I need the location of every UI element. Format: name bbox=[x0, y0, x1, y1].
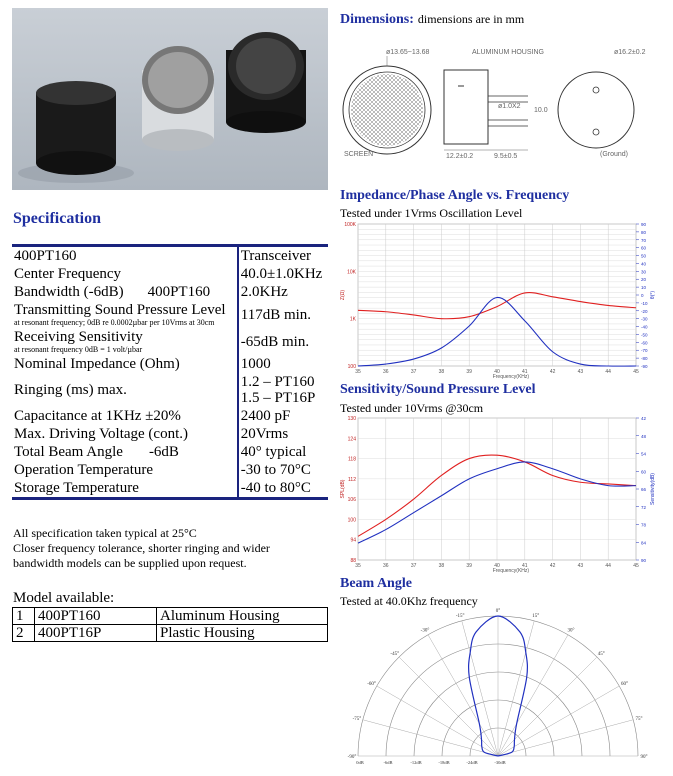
spec-note: at resonant frequency 0dB = 1 volt/µbar bbox=[14, 345, 143, 354]
spec-value: 2.0KHz bbox=[238, 283, 328, 301]
models-table bbox=[12, 607, 328, 642]
dim-outer-dia: ø16.2±0.2 bbox=[614, 49, 646, 56]
spec-row bbox=[12, 283, 328, 301]
y2-tick-label: -90 bbox=[641, 364, 648, 369]
spec-row bbox=[12, 425, 328, 443]
spec-label: Capacitance at 1KHz ±20% bbox=[14, 408, 181, 424]
spec-label: Center Frequency bbox=[14, 266, 122, 282]
spec-note-line: All specification taken typical at 25°C bbox=[13, 526, 197, 540]
y2-tick-label: -70 bbox=[641, 348, 648, 354]
dim-housing: ALUMINUM HOUSING bbox=[472, 49, 544, 56]
polar-spoke bbox=[377, 686, 498, 756]
x-tick-label: 36 bbox=[383, 369, 389, 375]
angle-label: 15° bbox=[532, 613, 540, 619]
x-tick-label: 35 bbox=[355, 563, 361, 569]
spec-value: Transceiver bbox=[238, 246, 328, 266]
spec-note-line: Closer frequency tolerance, shorter ringing and wider bbox=[13, 541, 270, 555]
x-tick-label: 38 bbox=[438, 369, 445, 375]
polar-spoke bbox=[498, 621, 534, 756]
spec-row bbox=[12, 461, 328, 479]
y2-axis-label: Sensitivity(dB) bbox=[650, 473, 656, 505]
x-tick-label: 39 bbox=[466, 369, 472, 375]
y-tick-label: 118 bbox=[348, 456, 356, 463]
y2-tick-label: -30 bbox=[641, 316, 648, 322]
spec-label: Bandwidth (-6dB) bbox=[14, 284, 124, 300]
y2-tick-label: 84 bbox=[641, 540, 647, 546]
y-tick-label: 112 bbox=[348, 476, 356, 483]
spec-label-cell bbox=[12, 443, 238, 461]
spec-value: 20Vrms bbox=[238, 425, 328, 443]
polar-spoke bbox=[498, 657, 597, 756]
y-tick-label: 100 bbox=[347, 364, 356, 370]
y2-tick-label: 20 bbox=[641, 277, 647, 283]
spec-label-cell bbox=[12, 328, 238, 355]
polar-spoke bbox=[363, 720, 498, 756]
dim-screen-dia: ø13.65~13.68 bbox=[386, 49, 430, 56]
chart2-subtitle: Tested under 10Vrms @30cm bbox=[340, 401, 484, 415]
y2-tick-label: 78 bbox=[641, 522, 647, 528]
spec-value-cell bbox=[238, 373, 328, 407]
x-tick-label: 43 bbox=[577, 369, 584, 375]
polar-spoke bbox=[399, 657, 498, 756]
spec-value: 40.0±1.0KHz bbox=[238, 265, 328, 283]
sensitivity-chart bbox=[338, 414, 658, 576]
spec-label: Max. Driving Voltage (cont.) bbox=[14, 426, 189, 442]
y2-tick-label: -60 bbox=[641, 340, 648, 346]
y2-tick-label: -20 bbox=[641, 308, 648, 314]
y-tick-label: 100K bbox=[344, 222, 356, 228]
spec-note: at resonant frequency; 0dB re 0.0002µbar per 10Vrms at 30cm bbox=[14, 318, 215, 327]
spec-row bbox=[12, 355, 328, 373]
x-axis-label: Frequency(KHz) bbox=[492, 374, 530, 380]
y2-tick-label: 72 bbox=[641, 504, 647, 510]
y-tick-label: 88 bbox=[350, 558, 356, 564]
spec-label: Storage Temperature bbox=[14, 480, 139, 496]
spec-label-model: 400PT160 bbox=[147, 284, 211, 300]
radial-label: -12dB bbox=[410, 760, 422, 765]
y2-tick-label: 50 bbox=[641, 253, 647, 259]
y2-tick-label: -50 bbox=[641, 332, 648, 338]
x-tick-label: 37 bbox=[410, 369, 417, 375]
spec-label: Ringing (ms) max. bbox=[14, 382, 127, 398]
spec-value: 117dB min. bbox=[238, 301, 328, 328]
radial-label: -24dB bbox=[466, 760, 478, 765]
spec-label-cell bbox=[12, 283, 238, 301]
spec-value: -65dB min. bbox=[238, 328, 328, 355]
dim-height: 10.0 bbox=[534, 107, 548, 114]
spec-row bbox=[12, 328, 328, 355]
angle-label: 45° bbox=[597, 651, 605, 657]
polar-spoke bbox=[498, 686, 619, 756]
angle-label: -90° bbox=[347, 755, 357, 760]
polar-spoke bbox=[428, 635, 498, 756]
spec-value: 40° typical bbox=[238, 443, 328, 461]
dim-pitch: 9.5±0.5 bbox=[494, 153, 518, 160]
angle-label: 0° bbox=[495, 609, 501, 614]
model-housing: Aluminum Housing bbox=[157, 608, 328, 625]
model-name: 400PT160 bbox=[35, 608, 157, 625]
y2-tick-label: 10 bbox=[641, 285, 647, 291]
x-tick-label: 36 bbox=[383, 563, 389, 569]
angle-label: -60° bbox=[367, 682, 376, 687]
x-tick-label: 42 bbox=[549, 563, 556, 569]
y-axis-label: Z(Ω) bbox=[340, 289, 346, 301]
x-tick-label: 45 bbox=[633, 369, 639, 375]
spec-row bbox=[12, 407, 328, 425]
spec-row bbox=[12, 246, 328, 266]
x-tick-label: 44 bbox=[605, 369, 611, 375]
chart1-title: Impedance/Phase Angle vs. Frequency bbox=[340, 188, 570, 203]
angle-label: -30° bbox=[420, 628, 430, 634]
chart2-title: Sensitivity/Sound Pressure Level bbox=[340, 382, 536, 397]
spec-note-line: bandwidth models can be supplied upon request. bbox=[13, 556, 247, 570]
y2-tick-label: 66 bbox=[641, 487, 647, 492]
spec-value: 1.2 – PT160 bbox=[240, 374, 315, 390]
y2-tick-label: 60 bbox=[641, 245, 647, 251]
x-tick-label: 39 bbox=[466, 563, 472, 569]
spec-label: 400PT160 bbox=[14, 248, 77, 264]
x-tick-label: 43 bbox=[577, 563, 584, 569]
x-tick-label: 41 bbox=[522, 369, 528, 375]
polar-spoke bbox=[498, 720, 633, 756]
dim-pin-dia: ø1.0X2 bbox=[498, 103, 521, 110]
y-tick-label: 124 bbox=[347, 436, 356, 443]
y2-axis-label: θ(°) bbox=[650, 290, 656, 300]
angle-label: -15° bbox=[455, 613, 465, 619]
y-tick-label: 130 bbox=[347, 416, 356, 422]
x-tick-label: 44 bbox=[605, 563, 611, 569]
y2-tick-label: -40 bbox=[641, 324, 648, 330]
spec-value: 1000 bbox=[238, 355, 328, 373]
angle-label: 60° bbox=[620, 682, 628, 687]
angle-label: -75° bbox=[352, 717, 362, 723]
y2-tick-label: 54 bbox=[641, 451, 647, 457]
spec-label-cell bbox=[12, 301, 238, 328]
spec-value: 2400 pF bbox=[238, 407, 328, 425]
y2-tick-label: 48 bbox=[641, 433, 647, 439]
model-housing: Plastic Housing bbox=[157, 625, 328, 642]
dim-length: 12.2±0.2 bbox=[446, 153, 474, 160]
y2-tick-label: 90 bbox=[641, 558, 647, 563]
dim-ground: (Ground) bbox=[600, 151, 629, 158]
y2-tick-label: -10 bbox=[641, 300, 648, 306]
spec-label: Transmitting Sound Pressure Level bbox=[14, 302, 226, 318]
model-row bbox=[13, 608, 328, 625]
spec-label: Operation Temperature bbox=[14, 462, 154, 478]
y2-tick-label: 60 bbox=[641, 469, 647, 475]
y-tick-label: 1K bbox=[349, 316, 356, 323]
radial-label: 0dB bbox=[356, 760, 364, 765]
dimensions-subtitle: dimensions are in mm bbox=[417, 12, 525, 26]
model-name: 400PT16P bbox=[35, 625, 157, 642]
chart3-title: Beam Angle bbox=[340, 576, 412, 591]
x-tick-label: 40 bbox=[494, 369, 500, 375]
x-tick-label: 40 bbox=[494, 563, 500, 569]
dim-screen-label: SCREEN bbox=[344, 151, 374, 158]
y-axis-label: SPL(dB) bbox=[340, 479, 346, 499]
spec-value: -40 to 80°C bbox=[238, 479, 328, 499]
y-tick-label: 100 bbox=[347, 517, 356, 524]
x-tick-label: 37 bbox=[410, 563, 417, 569]
y2-tick-label: 42 bbox=[641, 416, 647, 421]
polar-spoke bbox=[462, 621, 498, 756]
angle-label: 90° bbox=[640, 755, 648, 760]
angle-label: 30° bbox=[567, 628, 575, 634]
x-tick-label: 38 bbox=[438, 563, 445, 569]
chart1-subtitle: Tested under 1Vrms Oscillation Level bbox=[340, 206, 523, 220]
x-tick-label: 45 bbox=[633, 563, 639, 569]
spec-label-sub: -6dB bbox=[148, 444, 179, 460]
spec-row bbox=[12, 301, 328, 328]
y-tick-label: 10K bbox=[347, 269, 356, 276]
spec-value: 1.5 – PT16P bbox=[240, 390, 316, 406]
angle-label: -45° bbox=[390, 651, 400, 657]
dimensions-title: Dimensions: bbox=[340, 12, 414, 27]
x-tick-label: 42 bbox=[549, 369, 556, 375]
x-tick-label: 35 bbox=[355, 369, 361, 375]
product-photo bbox=[12, 8, 328, 190]
model-num: 2 bbox=[13, 625, 35, 642]
x-tick-label: 41 bbox=[522, 563, 528, 569]
radial-label: -30dB bbox=[494, 760, 506, 765]
spec-title: Specification bbox=[13, 210, 101, 227]
radial-label: -18dB bbox=[438, 760, 450, 765]
spec-row bbox=[12, 265, 328, 283]
spec-label: Receiving Sensitivity bbox=[14, 329, 143, 345]
y-tick-label: 106 bbox=[347, 497, 356, 504]
y2-tick-label: 80 bbox=[641, 229, 647, 235]
spec-row bbox=[12, 443, 328, 461]
x-axis-label: Frequency(KHz) bbox=[492, 568, 530, 574]
chart3-subtitle: Tested at 40.0Khz frequency bbox=[340, 594, 478, 608]
y2-tick-label: 90 bbox=[641, 222, 647, 227]
spec-row bbox=[12, 479, 328, 499]
y2-tick-label: -80 bbox=[641, 356, 648, 362]
spec-table bbox=[12, 244, 328, 500]
spec-row bbox=[12, 373, 328, 407]
models-title: Model available: bbox=[13, 590, 115, 606]
dimensions-heading bbox=[340, 10, 524, 28]
y-tick-label: 94 bbox=[350, 537, 356, 544]
spec-value: -30 to 70°C bbox=[238, 461, 328, 479]
radial-label: -6dB bbox=[383, 760, 393, 765]
model-row bbox=[13, 625, 328, 642]
y2-tick-label: 40 bbox=[641, 261, 647, 267]
polar-spoke bbox=[498, 635, 568, 756]
beam-angle-chart bbox=[338, 606, 668, 774]
angle-label: 75° bbox=[635, 717, 643, 723]
impedance-chart bbox=[338, 220, 658, 382]
model-num: 1 bbox=[13, 608, 35, 625]
dimensions-drawing bbox=[338, 40, 668, 170]
y2-tick-label: 0 bbox=[641, 293, 644, 298]
spec-label: Nominal Impedance (Ohm) bbox=[14, 356, 180, 372]
spec-notes bbox=[13, 526, 329, 571]
y2-tick-label: 70 bbox=[641, 237, 647, 243]
y2-tick-label: 30 bbox=[641, 269, 647, 275]
spec-label: Total Beam Angle bbox=[14, 444, 123, 460]
